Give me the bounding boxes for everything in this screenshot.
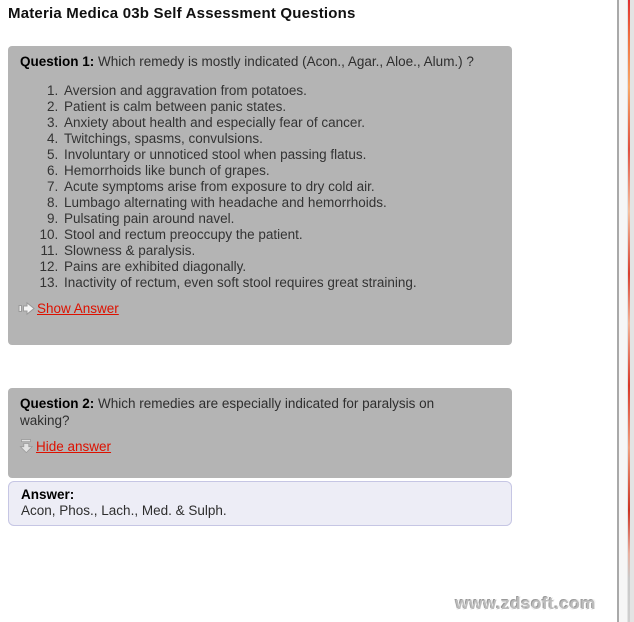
answer-box <box>8 481 512 526</box>
list-item: 11. Slowness & paralysis. <box>62 243 500 259</box>
hide-answer-label: Hide answer <box>36 439 112 454</box>
hide-answer-link[interactable] <box>18 438 111 455</box>
list-item: 9. Pulsating pain around navel. <box>62 211 500 227</box>
question-1-text: Which remedy is mostly indicated (Acon., Agar., Aloe., Alum.) ? <box>98 54 474 69</box>
list-item: 5. Involuntary or unnoticed stool when passing flatus. <box>62 147 500 163</box>
list-item: 10. Stool and rectum preoccupy the patient. <box>62 227 500 243</box>
answer-text: Acon, Phos., Lach., Med. & Sulph. <box>21 503 227 518</box>
list-item: 2. Patient is calm between panic states. <box>62 99 500 115</box>
watermark: www.zdsoft.com <box>455 594 596 613</box>
question-2-text: Which remedies are especially indicated for paralysis on waking? <box>20 396 435 428</box>
arrow-down-icon <box>18 438 35 455</box>
list-item: 12. Pains are exhibited diagonally. <box>62 259 500 275</box>
question-1-line <box>20 53 500 70</box>
question-1-box <box>8 46 512 345</box>
list-item: 1. Aversion and aggravation from potatoes. <box>62 83 500 99</box>
arrow-right-icon <box>18 301 36 316</box>
list-item: 13. Inactivity of rectum, even soft stool requires great straining. <box>62 275 500 291</box>
list-item: 6. Hemorrhoids like bunch of grapes. <box>62 163 500 179</box>
list-item: 7. Acute symptoms arise from exposure to dry cold air. <box>62 179 500 195</box>
list-item: 3. Anxiety about health and especially fear of cancer. <box>62 115 500 131</box>
show-answer-link[interactable] <box>18 301 119 316</box>
edge-red-bar <box>628 0 630 622</box>
question-2-line <box>20 395 472 429</box>
question-2-box <box>8 388 512 478</box>
question-1-list <box>20 83 500 291</box>
right-gutter <box>619 0 627 622</box>
question-1-label: Question 1: <box>20 54 95 69</box>
answer-label: Answer: <box>21 487 75 502</box>
list-item: 8. Lumbago alternating with headache and hemorrhoids. <box>62 195 500 211</box>
show-answer-label: Show Answer <box>37 301 119 316</box>
list-item: 4. Twitchings, spasms, convulsions. <box>62 131 500 147</box>
question-2-label: Question 2: <box>20 396 95 411</box>
page-title: Materia Medica 03b Self Assessment Questions <box>8 5 356 22</box>
